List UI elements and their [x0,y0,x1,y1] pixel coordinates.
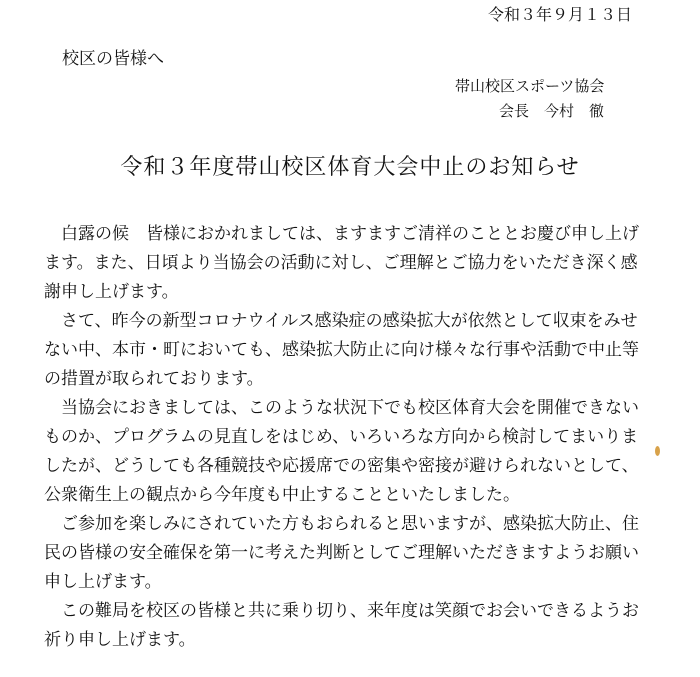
paragraph-situation: さて、昨今の新型コロナウイルス感染症の感染拡大が依然として収束をみせない中、本市・町においても、感染拡大防止に向け様々な行事や活動で中止等の措置が取られております。 [44,311,639,389]
addressee: 校区の皆様へ [62,49,164,69]
paper-speck [655,446,660,456]
notice-body [44,220,644,655]
paragraph-greeting: 白露の候 皆様におかれましては、ますますご清祥のこととお慶び申し上げます。また、日頃より当協会の活動に対し、ご理解とご協力をいただき深く感謝申し上げます。 [44,224,639,302]
paragraph-apology: ご参加を楽しみにされていた方もおられると思いますが、感染拡大防止、住民の皆様の安全確保を第一に考えた判断としてご理解いただきますようお願い申し上げます。 [44,514,639,592]
sender-name: 会長 今村 徹 [499,102,605,120]
paragraph-decision: 当協会におきましては、このような状況下でも校区体育大会を開催できないものか、プログラムの見直しをはじめ、いろいろな方向から検討してまいりましたが、どうしても各種競技や応援席での密集や密接が避けられないとして、公衆衛生上の観点から今年度も中止することといたしました。 [44,398,639,505]
notice-title: 令和３年度帯山校区体育大会中止のお知らせ [120,155,580,180]
paragraph-closing: この難局を校区の皆様と共に乗り切り、来年度は笑顔でお会いできるようお祈り申し上げます。 [44,601,639,650]
notice-date: 令和３年９月１３日 [487,5,632,24]
sender-organization: 帯山校区スポーツ協会 [455,77,605,95]
sender-block [455,74,604,124]
